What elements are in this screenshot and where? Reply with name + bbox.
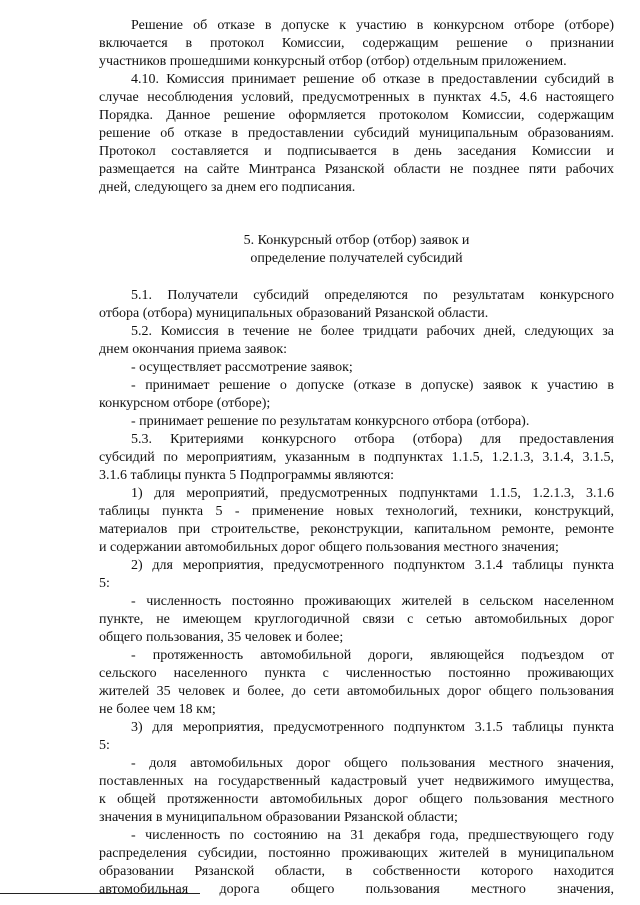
text-line: поставленных на государственный кадастровый учет недвижимого имущества, [99, 774, 614, 789]
list-item: - численность по состоянию на 31 декабря года, предшествующего году [131, 828, 614, 843]
text-line: днем окончания приема заявок: [99, 342, 288, 357]
text-line: значения в муниципальном образовании Рязанской области; [99, 810, 458, 825]
text-line: отбора (отбора) муниципальных образований Рязанской области. [99, 306, 489, 321]
text-line: случае несоблюдения условий, предусмотренных в пунктах 4.5, 4.6 настоящего [99, 90, 614, 105]
text-line: 3.1.6 таблицы пункта 5 Подпрограммы являются: [99, 468, 395, 483]
text-line: не более чем 18 км; [99, 702, 216, 717]
text-line: таблицы пункта 5 - применение новых технологий, техники, конструкций, [99, 504, 614, 519]
section-heading: 5. Конкурсный отбор (отбор) заявок и [243, 233, 470, 248]
text-line: Решение об отказе в допуске к участию в конкурсном отборе (отборе) [131, 18, 614, 33]
list-item: - доля автомобильных дорог общего пользования местного значения, [131, 756, 614, 771]
text-line: 4.10. Комиссия принимает решение об отказе в предоставлении субсидий в [131, 72, 614, 87]
text-line: 5: [99, 738, 110, 753]
text-line: распределения субсидии, постоянно проживающих жителей в муниципальном [99, 846, 614, 861]
text-line: Протокол составляется и подписывается в день заседания Комиссии и [99, 144, 614, 159]
list-item: 3) для мероприятия, предусмотренного подпунктом 3.1.5 таблицы пункта [131, 720, 614, 735]
text-line: Порядка. Данное решение оформляется протоколом Комиссии, содержащим [99, 108, 614, 123]
list-item: 1) для мероприятий, предусмотренных подпунктами 1.1.5, 1.2.1.3, 3.1.6 [131, 486, 614, 501]
footnote-divider [0, 893, 200, 894]
text-line: к общей протяженности автомобильных дорог общего пользования местного [99, 792, 614, 807]
text-line: дней, следующего за днем его подписания. [99, 180, 356, 195]
text-line: и содержании автомобильных дорог общего пользования местного значения; [99, 540, 559, 555]
text-line: жителей 35 человек и более, до сети автомобильных дорог общего пользования [99, 684, 614, 699]
text-line: 5.2. Комиссия в течение не более тридцати рабочих дней, следующих за [131, 324, 614, 339]
list-item: - принимает решение по результатам конкурсного отбора (отбора). [131, 414, 530, 429]
list-item: - осуществляет рассмотрение заявок; [131, 360, 353, 375]
text-line: субсидий по мероприятиям, указанным в подпунктах 1.1.5, 1.2.1.3, 3.1.4, 3.1.5, [99, 450, 614, 465]
list-item: - протяженность автомобильной дороги, являющейся подъездом от [131, 648, 614, 663]
text-line: 5: [99, 576, 110, 591]
text-line: решение об отказе в предоставлении субсидий муниципальным образованиям. [99, 126, 614, 141]
text-line: конкурсном отборе (отборе); [99, 396, 271, 411]
text-line: включается в протокол Комиссии, содержащим решение о признании [99, 36, 614, 51]
text-line: образовании Рязанской области, в собственности которого находится [99, 864, 614, 879]
section-heading: определение получателей субсидий [250, 251, 463, 266]
text-line: 5.1. Получатели субсидий определяются по результатам конкурсного [131, 288, 614, 303]
text-line: общего пользования, 35 человек и более; [99, 630, 344, 645]
list-item: - численность постоянно проживающих жителей в сельском населенном [131, 594, 614, 609]
text-line: размещается на сайте Минтранса Рязанской области не позднее пяти рабочих [99, 162, 614, 177]
text-line: пункте, не имеющем круглогодичной связи с сетью автомобильных дорог [99, 612, 614, 627]
list-item: 2) для мероприятия, предусмотренного подпунктом 3.1.4 таблицы пункта [131, 558, 614, 573]
text-line: сельского населенного пункта с численностью постоянно проживающих [99, 666, 614, 681]
text-line: материалов при строительстве, реконструкции, капитальном ремонте, ремонте [99, 522, 614, 537]
text-line: участников прошедшими конкурсный отбор (отбор) отдельным приложением. [99, 54, 567, 69]
text-line: 5.3. Критериями конкурсного отбора (отбора) для предоставления [131, 432, 614, 447]
list-item: - принимает решение о допуске (отказе в допуске) заявок к участию в [131, 378, 614, 393]
text-line: автомобильная дорога общего пользования местного значения, [99, 882, 614, 897]
